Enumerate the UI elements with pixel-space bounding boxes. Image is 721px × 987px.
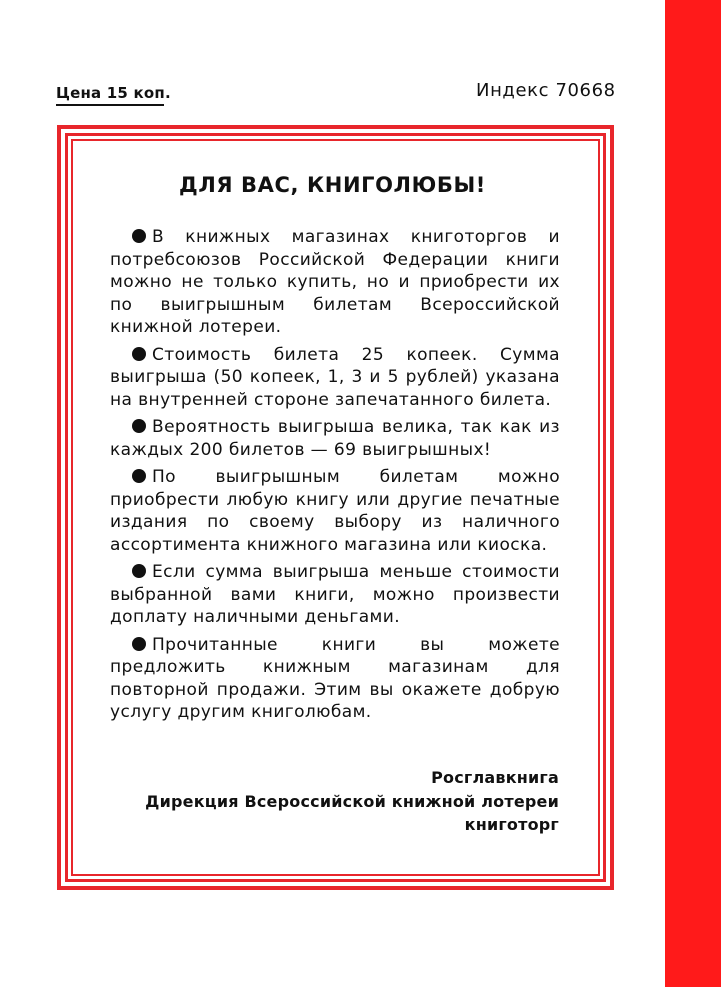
paragraph-text: Стоимость билета 25 копеек. Сумма выигрыша (50 копеек, 1, 3 и 5 рублей) указана на внутренней стороне запечатанного билета. — [110, 344, 560, 410]
paragraph-3 — [110, 416, 560, 461]
signature-line-3: книготорг — [464, 815, 559, 834]
paragraph-4 — [110, 466, 560, 556]
signature-line-1: Росглавкнига — [431, 768, 559, 787]
bullet-icon — [132, 564, 146, 578]
signature-block — [145, 766, 559, 837]
page-title: ДЛЯ ВАС, КНИГОЛЮБЫ! — [179, 173, 486, 197]
paragraph-2 — [110, 344, 560, 412]
paragraph-text: В книжных магазинах книготоргов и потребсоюзов Российской Федерации книги можно не только купить, но и приобрести их по выигрышным билетам Всероссийской книжной лотереи. — [110, 227, 560, 337]
index-label: Индекс 70668 — [476, 80, 616, 101]
price-label: Цена 15 коп. — [56, 84, 171, 102]
bullet-icon — [132, 469, 146, 483]
paragraph-5 — [110, 561, 560, 629]
paragraph-text: Прочитанные книги вы можете предложить книжным магазинам для повторной продажи. Этим вы окажете добрую услугу другим книголюбам. — [110, 634, 560, 722]
paragraph-1 — [110, 226, 560, 339]
paragraph-text: Если сумма выигрыша меньше стоимости выбранной вами книги, можно произвести доплату наличными деньгами. — [110, 562, 560, 627]
paragraph-6 — [110, 634, 560, 724]
paragraph-text: По выигрышным билетам можно приобрести любую книгу или другие печатные издания по своему выбору из наличного ассортимента книжного магазина или киоска. — [110, 467, 560, 555]
announcement-body — [110, 226, 560, 729]
bullet-icon — [132, 229, 146, 243]
red-edge-strip — [665, 0, 721, 987]
bullet-icon — [132, 637, 146, 651]
bullet-icon — [132, 419, 146, 433]
price-underline — [56, 104, 164, 106]
paragraph-text: Вероятность выигрыша велика, так как из каждых 200 билетов — 69 выигрышных! — [110, 417, 560, 460]
signature-line-2: Дирекция Всероссийской книжной лотереи — [145, 791, 559, 811]
bullet-icon — [132, 347, 146, 361]
